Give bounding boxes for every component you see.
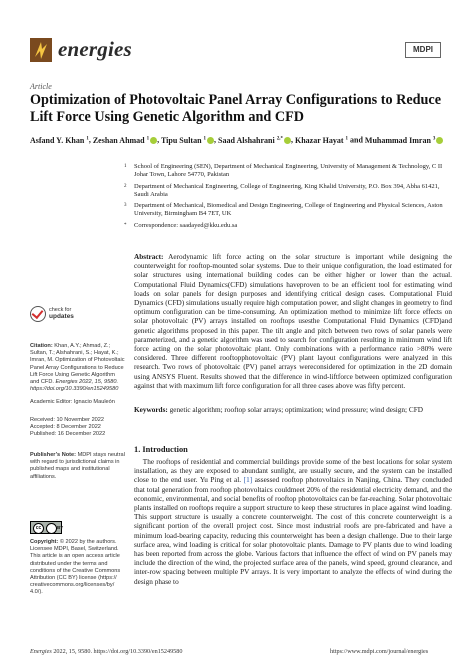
abstract <box>134 253 452 391</box>
orcid-icon[interactable] <box>284 137 291 144</box>
author-name: Khazar Hayat $^1$ <box>294 135 348 145</box>
author-affiliation-marker: 1 <box>86 136 89 141</box>
introduction-text: The rooftops of residential and commercial buildings provide some of the best locations for solar system installation, as they are exposed to abundant sunlight, are usually secure, and the system can be installed close to the end user. Yu Ping et al. [1] assessed rooftop photovoltaics in Nanjing, China. They concluded that total generation from rooftop photovoltaics couldmeet 20% of the residential electricity demand, and the economic, environmental, and social benefits of rooftop photovoltaics can be far-reaching. Solar photovoltaic plants installed on rooftops require a support structure to keep these structures in place against wind loading. This support structure is usually a concrete counterweight. The cost of this concrete counterweight is a significant portion of the overall project cost. Since most industrial roofs are pre-fabricated and have a minimum load-bearing capacity, reducing this counterweight has been a design challenge. Due to their large surface area, wind loading is critical for solar photovoltaic plants. Damage to PV plants due to wind loading has been reported from across the globe. Various factors that influence the effect of wind on PV panels may include the direction of the wind, the projected surface area of the panels, wind speed, ground clearance, and inter-row spacing between multiple PV arrays. It is very important to analyze the effects of wind during the design phase to <box>134 458 453 586</box>
keywords-text: genetic algorithm; rooftop solar arrays; optimization; wind pressure; wind design; CFD <box>169 406 423 414</box>
affiliation-1 <box>124 163 454 180</box>
cc-by-text: BY <box>57 525 64 530</box>
orcid-icon[interactable] <box>207 137 214 144</box>
correspondence <box>124 222 454 230</box>
publisher-note-text: MDPI stays neutral with regard to jurisdictional claims in published maps and institutional affiliations. <box>30 452 125 480</box>
footer-citation <box>30 648 182 655</box>
abstract-text: Aerodynamic lift force acting on the solar structure is important while designing the counterweight for rooftop-mounted solar systems. Due to their unique configuration, the load estimated for solar structures using international building codes can be either higher or lower than the actual. Computational Fluid Dynamics(CFD) simulations haveproven to be an efficient tool for estimating wind loads on solar panels for design purposes and identifying critical design cases. Computational Fluid Dynamics (CFD) simulations usually require high computation power, and slight changes in geometry to find optimum configuration can be time-consuming. An optimization method to minimize lift force effects on solar photovoltaic (PV) arrays installed on rooftops usesthe Computational Fluid Dynamics (CFD)and genetic algorithms proposed in this paper. The tilt angle and pitch between two rows of solar panels were parameterized, and a genetic algorithm was used to search for configuration resulting in minimum wind lift force acting on the solar photovoltaic plant. Only combinations with a performance ratio >80% were considered. Three different rooftopphotovoltaic (PV) plant layout configurations were analyzed in this research. Two rows of photovoltaic (PV) panel arrays wereconsidered for optimization in the 2D domain using ANSYS Fluent. Results showed that the difference in wind-liftforce between optimized configuration against that with maximum lift force configuration for all three cases above was fifty percent. <box>134 253 452 390</box>
check-updates-label: check for updates <box>49 307 74 320</box>
affiliation-text: Correspondence: saadayed@kku.edu.sa <box>134 222 238 229</box>
citation-block <box>30 343 125 393</box>
footer-journal-link[interactable]: https://www.mdpi.com/journal/energies <box>330 648 429 655</box>
keywords <box>134 406 452 415</box>
author-name: Asfand Y. Khan $^1$ <box>30 135 89 145</box>
author-affiliation-marker: 3 <box>432 136 436 141</box>
footer-journal: Energies <box>30 648 52 655</box>
copyright-text: © 2022 by the authors. Licensee MDPI, Basel, Switzerland. This article is an open access article distributed under the terms and conditions of the Creative Commons Attribution (CC BY) license (https:// creativecommons.org/licenses/by/ 4.0/). <box>30 539 121 596</box>
check-for-updates-button[interactable] <box>30 306 90 324</box>
abstract-label: Abstract: <box>134 253 164 261</box>
accepted-date: Accepted: 8 December 2022 <box>30 424 101 431</box>
affiliation-number: 2 <box>124 184 127 189</box>
author-name: Tipu Sultan $^1$ <box>161 136 214 145</box>
affiliation-text: School of Engineering (SEN), Department of Mechanical Engineering, University of Management & Technology, C II Johar Town, Lahore 54770, Pakistan <box>134 163 443 179</box>
author-affiliation-marker: 2,* <box>276 136 283 141</box>
author-affiliation-marker: 1 <box>345 136 348 141</box>
section-heading: 1. Introduction <box>134 445 188 454</box>
orcid-icon[interactable] <box>436 137 443 144</box>
journal-name: energies <box>58 37 132 61</box>
author-name: Saad Alshahrani $^{2,*}$ <box>218 136 291 145</box>
affiliation-text: Department of Mechanical Engineering, College of Engineering, King Khalid University, P.O. Box 394, Abha 61421, Saudi Arabia <box>134 183 440 199</box>
author-affiliation-marker: 1 <box>146 136 150 141</box>
footer-citation-text: 2022, 15, 9580. https://doi.org/10.3390/en15249580 <box>53 648 183 655</box>
citation-text: Khan, A.Y.; Ahmad, Z.; Sultan, T.; Alshahrani, S.; Hayat, K.; Imran, M. Optimization of Photovoltaic Panel Array Configurations to Reduce Lift Force Using Genetic Algorithm and CFD. <box>30 343 125 386</box>
check-icon <box>30 306 46 322</box>
citation-label: Citation: <box>30 343 53 349</box>
journal-logo <box>30 38 52 62</box>
academic-editor <box>30 399 125 406</box>
author-name: Muhammad Imran $^3$ <box>365 136 444 145</box>
article-type: Article <box>30 82 52 91</box>
dates-block <box>30 417 125 439</box>
orcid-icon[interactable] <box>150 137 157 144</box>
affiliation-number: 3 <box>124 203 127 208</box>
published-date: Published: 16 December 2022 <box>30 431 106 438</box>
author-list: Asfand Y. Khan $^1$, Zeshan Ahmad $^1$ , Tipu Sultan $^1$ , Saad Alshahrani $^{2,*}$ , Khazar Hayat $^1$ and Muhammad Imran $^3$ <box>30 133 470 146</box>
cc-by-license-badge[interactable] <box>30 521 62 534</box>
affiliation-3 <box>124 202 454 219</box>
publisher-note-label: Publisher’s Note: <box>30 452 77 458</box>
affiliation-number: 1 <box>124 164 127 169</box>
copyright-label: Copyright: <box>30 539 59 545</box>
publisher-note <box>30 452 125 481</box>
author-affiliation-marker: 1 <box>203 136 207 141</box>
mdpi-logo <box>405 42 441 58</box>
editor-name: Ignacio Mauleón <box>73 399 115 405</box>
paper-title: Optimization of Photovoltaic Panel Array Configurations to Reduce Lift Force Using Genetic Algorithm and CFD <box>30 92 442 125</box>
citation-link[interactable]: [1] <box>243 476 253 485</box>
received-date: Received: 10 November 2022 <box>30 417 105 423</box>
mdpi-logo-text: MDPI <box>413 45 433 54</box>
affiliation-text: Department of Mechanical, Biomedical and Design Engineering, College of Engineering and Physical Sciences, Aston University, Birmingham B4 7ET, UK <box>134 202 443 218</box>
keywords-label: Keywords: <box>134 406 168 414</box>
author-name: Zeshan Ahmad $^1$ <box>93 136 157 145</box>
cc-icon: cc <box>33 523 44 534</box>
copyright-block <box>30 539 125 597</box>
affiliation-number: * <box>124 223 127 228</box>
by-person-icon <box>46 523 57 534</box>
affiliation-2 <box>124 183 454 200</box>
citation-journal-ref: Energies 2022, 15, 9580. https://doi.org/10.3390/en15249580 <box>30 379 119 393</box>
editor-label: Academic Editor: <box>30 399 73 405</box>
